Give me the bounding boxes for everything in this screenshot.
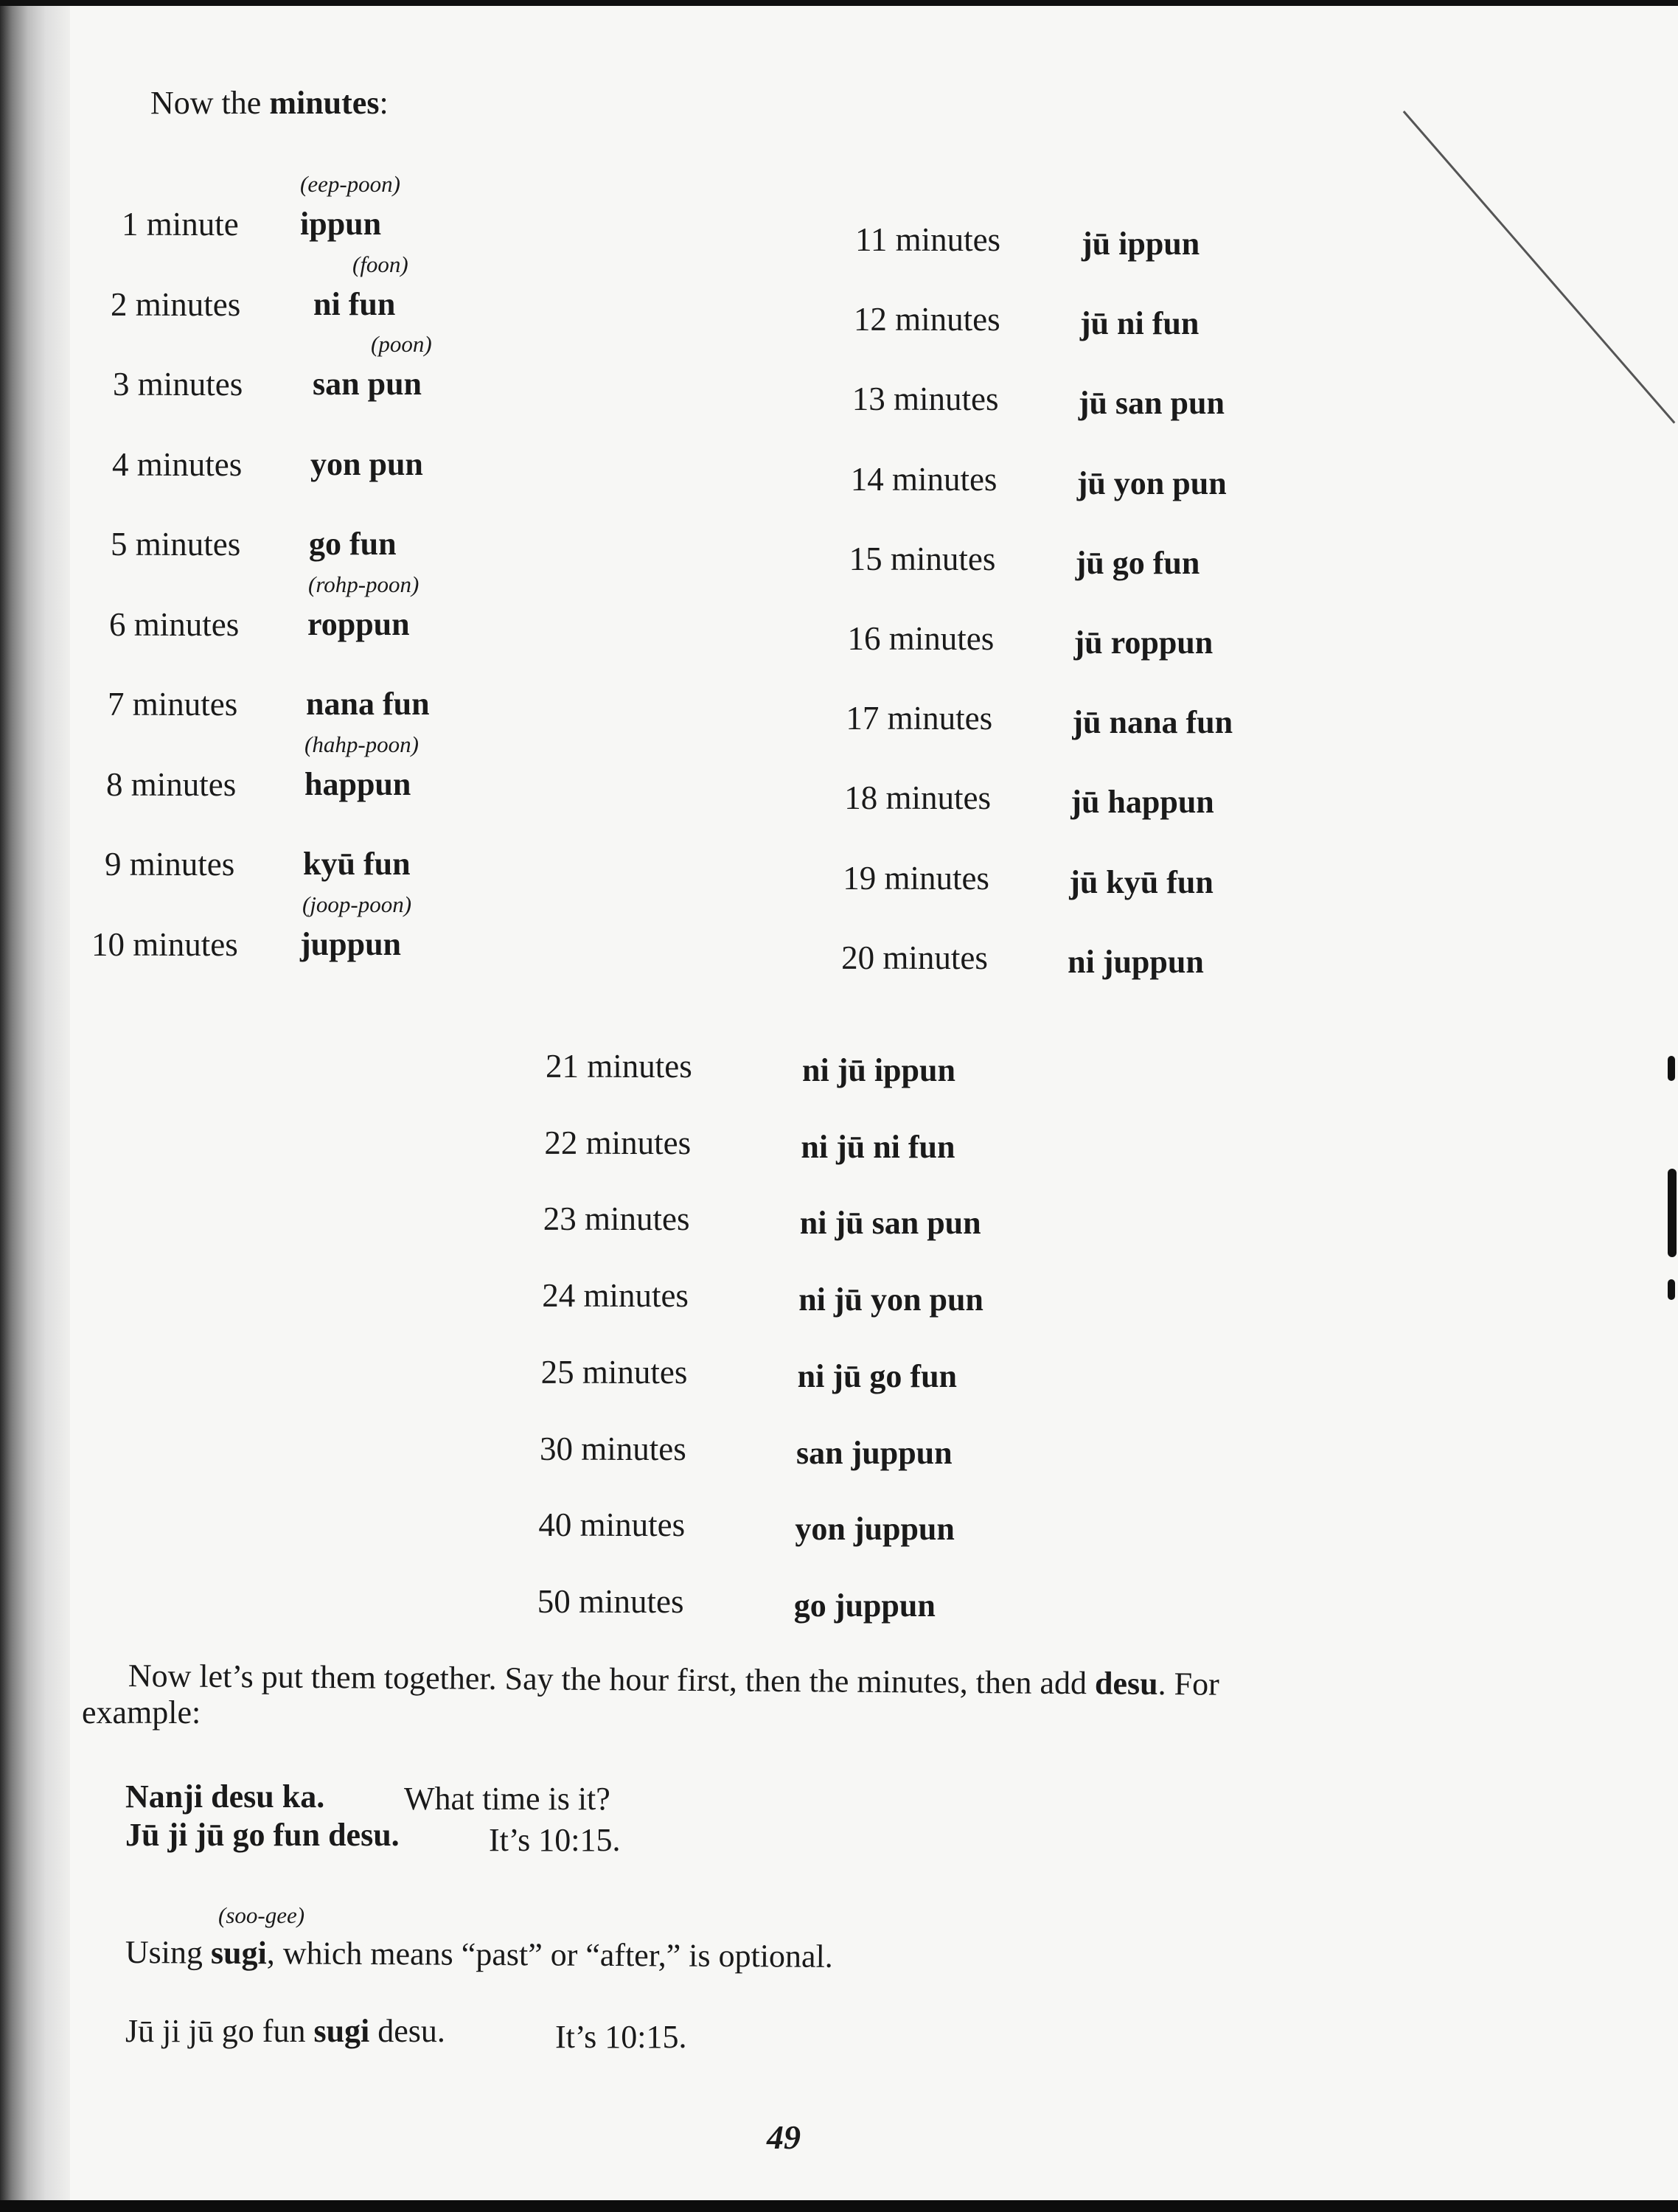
- minute-japanese: go fun: [309, 526, 397, 562]
- minute-japanese: nana fun: [306, 686, 430, 722]
- minute-label: 21 minutes: [546, 1048, 692, 1085]
- minute-label: 11 minutes: [855, 221, 1001, 258]
- minute-japanese: yon pun: [310, 445, 423, 482]
- minute-japanese: ni jū san pun: [799, 1205, 981, 1242]
- sugi-suffix: , which means “past” or “after,” is optional.: [266, 1935, 833, 1975]
- minute-label: 18 minutes: [844, 779, 992, 817]
- minute-label: 14 minutes: [850, 460, 998, 498]
- example-2-english: It’s 10:15.: [489, 1822, 621, 1858]
- minute-label: 10 minutes: [91, 925, 238, 963]
- scan-speck: [1668, 1279, 1675, 1300]
- sugi-pronunciation: (soo-gee): [218, 1902, 305, 1928]
- sugi-prefix: Using: [125, 1934, 212, 1971]
- together-line-1: [128, 1660, 1219, 1701]
- intro-bold: minutes: [269, 85, 380, 121]
- minute-japanese: ni juppun: [1068, 943, 1204, 980]
- minute-pronunciation: (poon): [371, 331, 432, 357]
- minute-label: 16 minutes: [847, 620, 995, 657]
- minute-label: 50 minutes: [537, 1582, 684, 1620]
- together-line-2: example:: [82, 1694, 201, 1731]
- minute-japanese: go juppun: [793, 1587, 936, 1624]
- minute-label: 7 minutes: [108, 686, 238, 723]
- intro-prefix: Now the: [150, 85, 270, 121]
- minute-label: 40 minutes: [538, 1506, 686, 1544]
- minute-label: 17 minutes: [846, 700, 993, 737]
- minute-label: 4 minutes: [112, 445, 243, 483]
- minute-japanese: jū ni fun: [1079, 305, 1200, 342]
- final-suffix: desu.: [369, 2013, 445, 2049]
- together-bold: desu: [1094, 1665, 1158, 1702]
- minute-japanese: jū kyū fun: [1069, 863, 1214, 900]
- together-prefix: Now let’s put them together. Say the hour first, then the minutes, then add: [128, 1658, 1096, 1702]
- minute-japanese: jū ippun: [1082, 226, 1200, 262]
- example-1-japanese: Nanji desu ka.: [125, 1778, 325, 1815]
- book-spine-shadow: [0, 0, 70, 2212]
- minute-label: 20 minutes: [841, 939, 988, 976]
- page-corner-fold: [1403, 111, 1676, 424]
- page-number: 49: [767, 2118, 801, 2156]
- minute-japanese: ni jū go fun: [797, 1357, 958, 1394]
- minute-pronunciation: (joop-poon): [302, 891, 412, 917]
- minute-label: 23 minutes: [543, 1200, 690, 1238]
- minute-japanese: roppun: [307, 605, 410, 642]
- minute-japanese: yon juppun: [795, 1511, 955, 1548]
- minute-pronunciation: (rohp-poon): [308, 571, 420, 597]
- final-prefix: Jū ji jū go fun: [125, 2013, 314, 2049]
- scan-speck: [1668, 1056, 1675, 1081]
- final-bold: sugi: [313, 2013, 370, 2049]
- minute-label: 25 minutes: [540, 1353, 688, 1391]
- minute-pronunciation: (hahp-poon): [304, 731, 419, 757]
- minute-label: 19 minutes: [843, 859, 989, 897]
- minute-japanese: jū go fun: [1075, 544, 1200, 581]
- intro-suffix: :: [379, 85, 389, 121]
- example-1-english: What time is it?: [404, 1781, 610, 1817]
- minute-japanese: happun: [304, 765, 411, 802]
- minute-japanese: jū happun: [1070, 784, 1214, 821]
- final-example-english: It’s 10:15.: [555, 2019, 687, 2055]
- minute-pronunciation: (foon): [352, 251, 408, 277]
- minute-japanese: juppun: [300, 925, 402, 962]
- minute-label: 2 minutes: [111, 285, 241, 323]
- example-2-japanese: Jū ji jū go fun desu.: [125, 1817, 400, 1853]
- minute-label: 13 minutes: [852, 380, 999, 418]
- minute-japanese: jū nana fun: [1072, 704, 1233, 741]
- minute-japanese: ni fun: [313, 285, 396, 322]
- minute-label: 8 minutes: [106, 765, 237, 803]
- scan-speck: [1668, 1169, 1677, 1257]
- minute-japanese: san pun: [313, 366, 422, 402]
- minute-label: 30 minutes: [540, 1430, 686, 1467]
- scan-bottom-edge: [0, 2200, 1678, 2212]
- minute-japanese: jū yon pun: [1076, 465, 1227, 501]
- minute-japanese: ni jū ni fun: [801, 1128, 955, 1165]
- section-intro: [150, 87, 389, 119]
- minute-label: 6 minutes: [109, 605, 240, 643]
- minute-label: 22 minutes: [544, 1124, 692, 1161]
- minute-japanese: jū san pun: [1078, 385, 1225, 422]
- minute-label: 9 minutes: [105, 846, 235, 883]
- minute-label: 3 minutes: [113, 366, 243, 403]
- minute-japanese: ni jū yon pun: [798, 1281, 984, 1318]
- together-suffix: . For: [1157, 1665, 1219, 1703]
- minute-japanese: kyū fun: [303, 846, 411, 882]
- minute-label: 12 minutes: [853, 301, 1000, 338]
- minute-japanese: jū roppun: [1073, 625, 1214, 661]
- minute-japanese: ni jū ippun: [802, 1052, 955, 1088]
- scan-top-edge: [0, 0, 1678, 6]
- minute-label: 24 minutes: [542, 1277, 689, 1315]
- minute-pronunciation: (eep-poon): [300, 171, 400, 197]
- sugi-sentence: [125, 1936, 833, 1973]
- minute-japanese: san juppun: [796, 1434, 953, 1471]
- final-example-japanese: [125, 2015, 445, 2048]
- minute-label: 15 minutes: [849, 540, 996, 577]
- minute-label: 1 minute: [122, 206, 239, 243]
- sugi-bold: sugi: [210, 1934, 267, 1972]
- minute-label: 5 minutes: [111, 526, 241, 563]
- minute-japanese: ippun: [300, 206, 382, 242]
